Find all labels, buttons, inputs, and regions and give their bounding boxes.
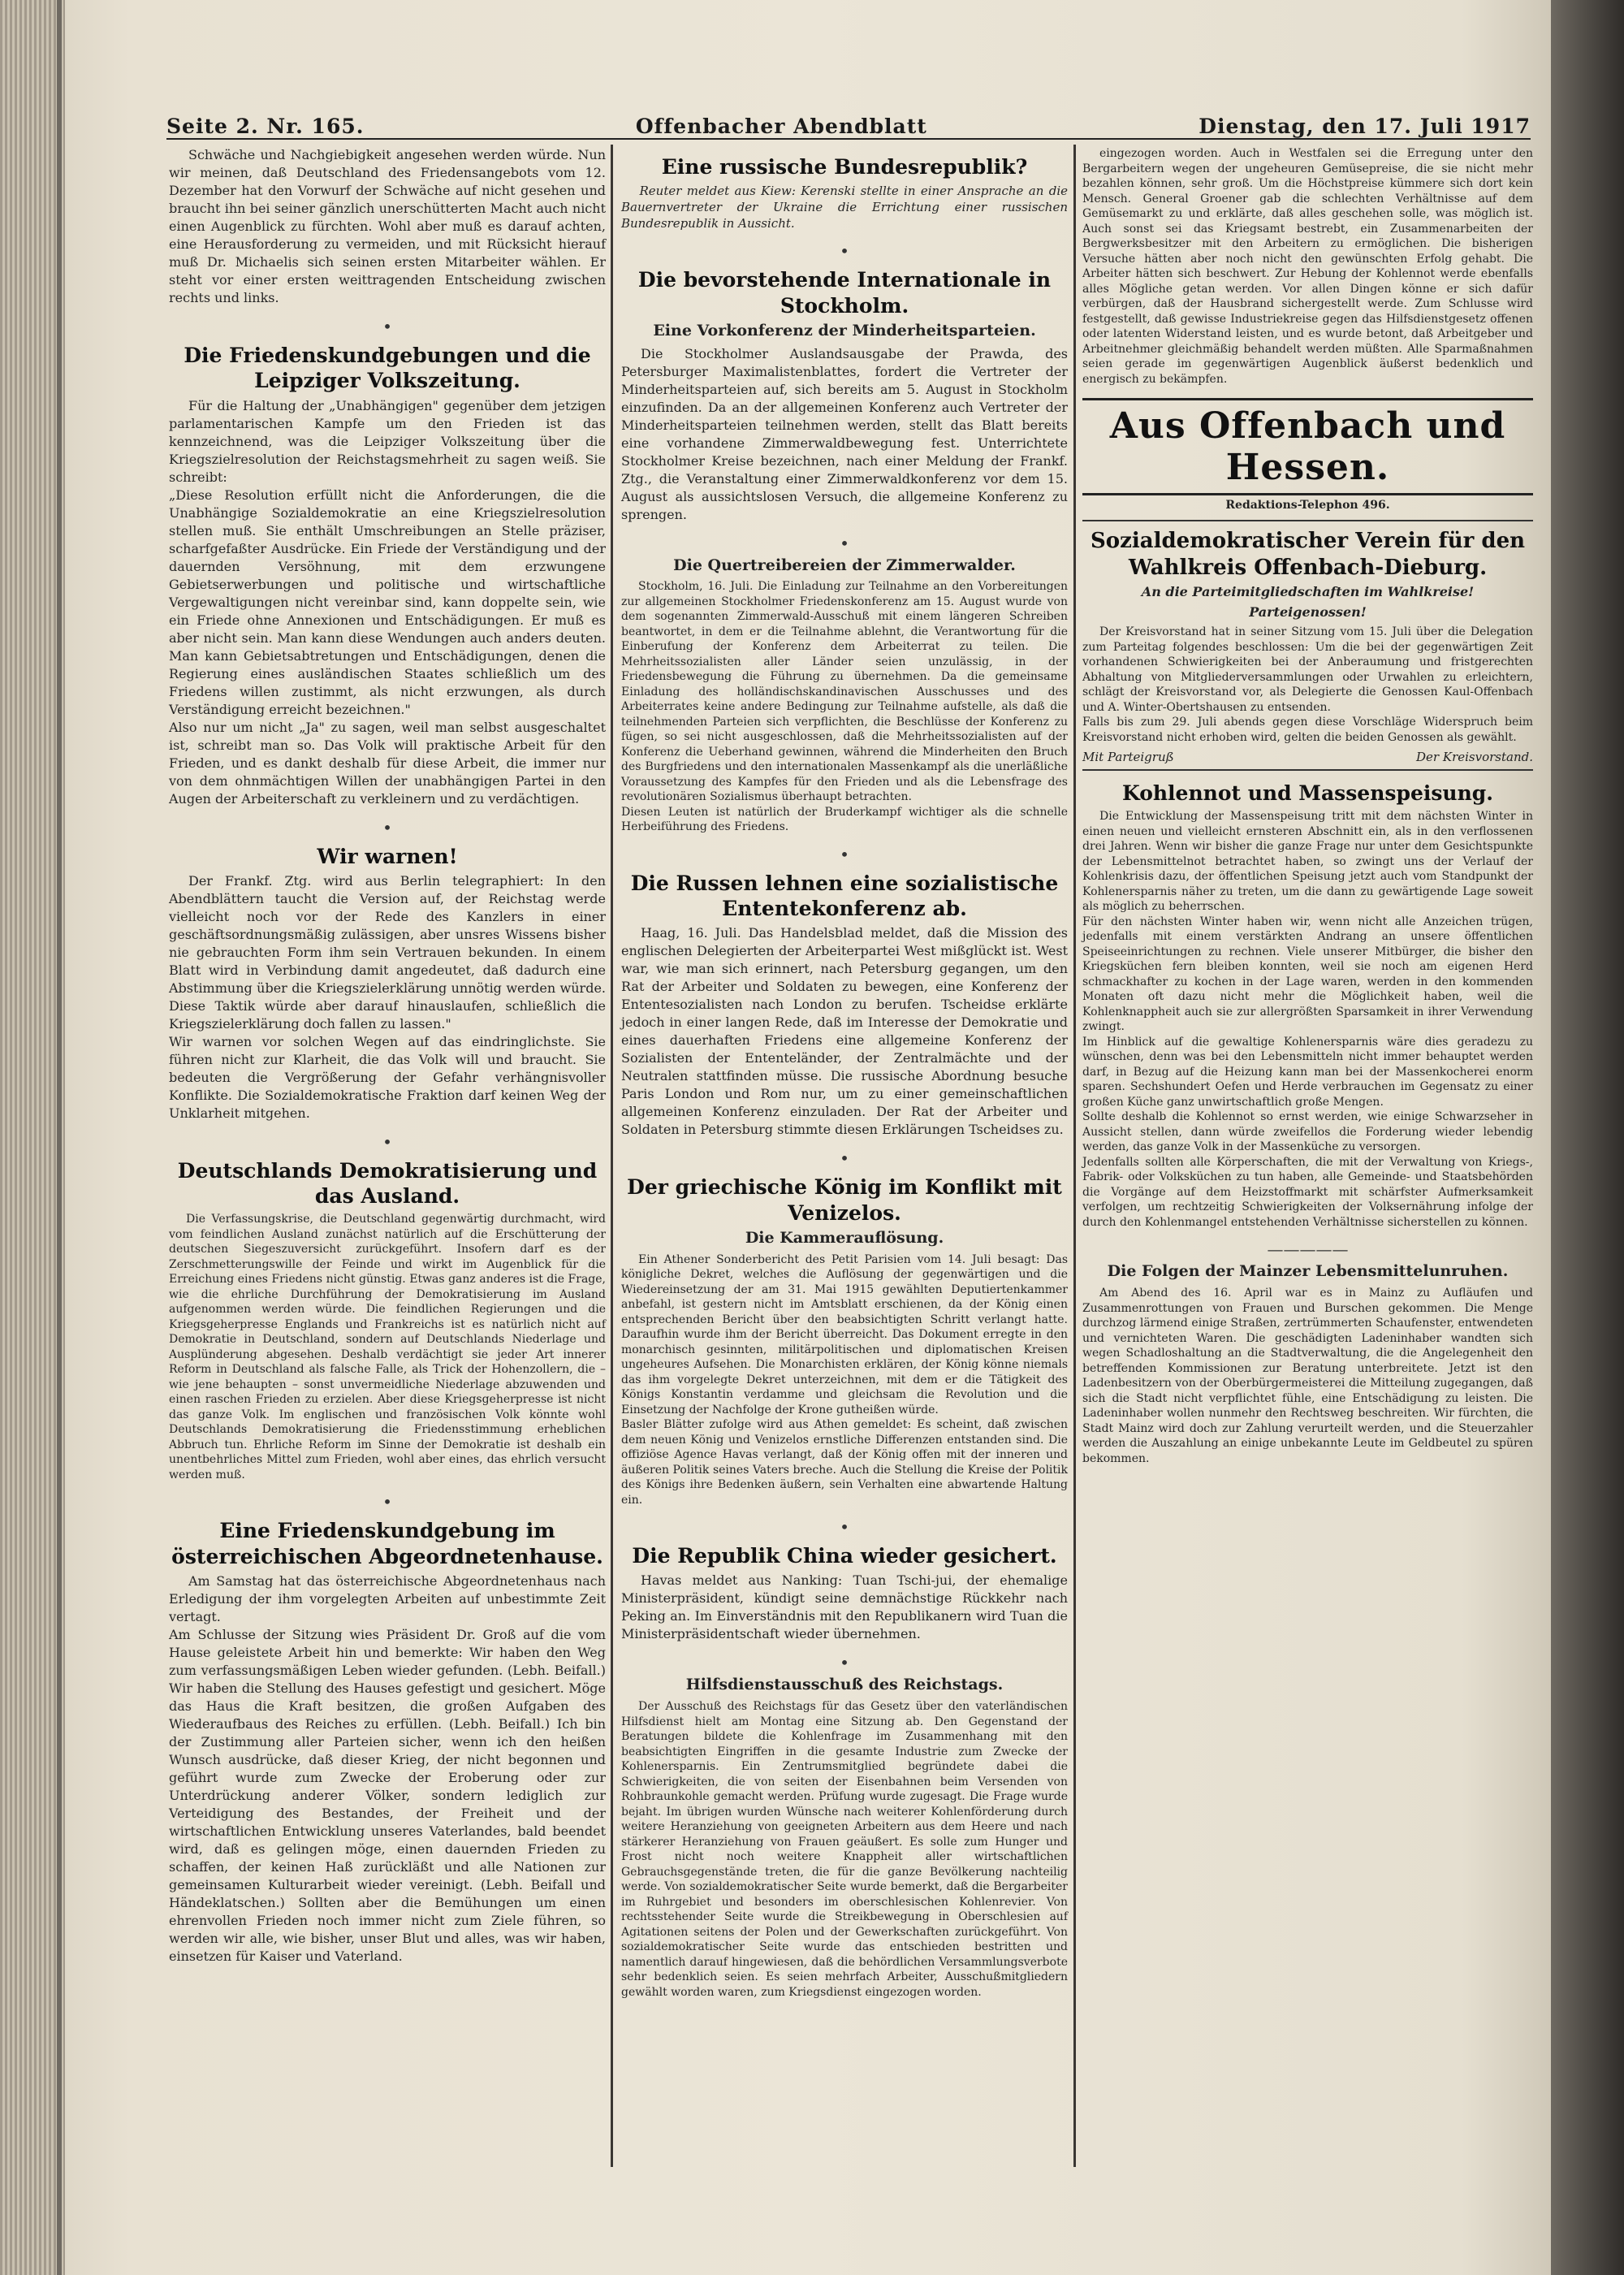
article-heading: Die Russen lehnen eine sozialistische Ententekonferenz ab. [630, 871, 1059, 921]
separator: • [840, 1148, 849, 1169]
article-coal-heading: Kohlennot und Massenspeisung. [1122, 781, 1493, 805]
article [1082, 146, 1533, 387]
article-heading: Eine Friedenskundgebung im österreichischen Abgeordnetenhause. [171, 1519, 603, 1568]
article [621, 1676, 1068, 2000]
article-body: eingezogen worden. Auch in Westfalen sei die Erregung unter den Bergarbeitern wegen der ungeheuren Gemüsepreise, die sie nicht mehr bezahlen können, sehr groß. Um die Höchstpreise kümmere sich dort kein Mensch. General Groener gab die schlechten Verhältnisse auf dem Gemüsemarkt zu und erklärte, daß alles geschehen solle, was möglich ist. Auch sonst sei das Kriegsamt bestrebt, ein Zusammenarbeiten der Bergwerksbesitzer mit den Arbeitern zu ermöglichen. Die bisherigen Versuche hätten aber noch nicht den gewünschten Erfolg gehabt. Die Arbeiter hätten sich beschwert. Zur Hebung der Kohlennot werde ebenfalls alles Mögliche getan werden. Vor allen Dingen könne er sich dafür verbürgen, daß der Hausbrand sichergestellt werde. Zum Schlusse wird festgestellt, daß gewisse Industriekreise gegen das Hilfsdienstgesetz offenen oder latenten Widerstand leisten, und es wurde betont, daß Arbeitgeber und Arbeitnehmer gleichmäßig behandelt werden müßten. Alle Sparmaßnahmen seien gerade im gegenwärtigen Augenblick äußerst bedenklich und energisch zu bekämpfen. [1082, 147, 1533, 386]
article [169, 146, 606, 307]
article-body: Für die Haltung der „Unabhängigen" gegenüber dem jetzigen parlamentarischen Kampfe um den Frieden ist das kennzeichnend, was die Leipziger Volkszeitung über die Kriegszielresolution der Reichstagsmehrheit zu sagen weiß. Sie schreibt: „Diese Resolution erfüllt nicht die Anforderungen, die die Unabhängige Sozialdemokratie an eine Kriegszielresolution stellen muß. Sie enthält Umschreibungen an Stelle präziser, scharfgefaßter Ausdrücke. Ein Friede der Verständigung und der dauernden Versöhnung, mit dem erzwungene Gebietserwerbungen und politische und wirtschaftliche Vergewaltigungen nicht vereinbar sind, kann doppelte sein, wie ein Friede ohne Annexionen und Entschädigungen. Er muß es aber nicht sein. Man kann diese Wendungen auch anders deuten. Man kann Gebietsabtretungen und Entschädigungen, denen die Regierung eines ausländischen Staates schließlich um des Friedens willen zustimmt, als nicht erzwungen, als durch Verständigung erreicht bezeichnen." Also nur um nicht „Ja" zu sagen, weil man selbst ausgeschaltet ist, schreibt man so. Das Volk will praktische Arbeit für den Frieden, und es dankt deshalb für diese Arbeit, die immer nur von dem ohnmächtigen Willen der unabhängigen Partei in den Augen der Arbeiterschaft zu verkleinern und zu verdächtigen. [169, 397, 606, 807]
page-edge-shadow [1551, 0, 1624, 2275]
party-notice-title: Sozialdemokratischer Verein für den Wahlkreis Offenbach-Dieburg. [1090, 529, 1526, 580]
party-greeting: Mit Parteigruß [1082, 750, 1174, 764]
article-subheading: Die Kammerauflösung. [745, 1228, 944, 1247]
column-left [169, 146, 606, 1977]
article [621, 154, 1068, 231]
book-binding [0, 0, 65, 2275]
party-signature: Der Kreisvorstand. [1416, 750, 1533, 764]
issue-date: Dienstag, den 17. Juli 1917 [1199, 115, 1531, 138]
article-body: Am Samstag hat das österreichische Abgeordnetenhaus nach Erledigung der ihm vorgelegten Arbeiten auf unbestimmte Zeit vertagt. Am Schlusse der Sitzung wies Präsident Dr. Groß auf die vom Hause geleistete Arbeit hin und bemerkte: Wir haben den Weg zum verfassungsmäßigen Leben wieder gefunden. (Lebh. Beifall.) Wir haben die Stellung des Hauses gefestigt und gesichert. Möge das Haus die Kraft besitzen, die großen Aufgaben des Wiederaufbaus des Reiches zu erfüllen. (Lebh. Beifall.) Ich bin der Zustimmung aller Parteien sicher, wenn ich den heißen Wunsch ausdrücke, daß dieser Krieg, der nicht begonnen und geführt wurde zum Zwecke der Eroberung oder zur Unterdrückung anderer Völker, sondern lediglich zur Verteidigung des Bestandes, der Freiheit und der wirtschaftlichen Entwicklung unseres Vaterlandes, bald beendet wird, daß es gelingen möge, einen dauernden Frieden zu schaffen, der keinen Haß zurückläßt und alle Nationen zur gemeinsamen Kulturarbeit wieder vereinigt. (Lebh. Beifall und Händeklatschen.) Sollten aber die Bemühungen um einen ehrenvollen Frieden noch immer nicht zum Ziele führen, so werden wir alle, wie bisher, unser Blut und alles, was wir haben, einsetzen für Kaiser und Vaterland. [169, 1572, 606, 1964]
column-middle [621, 146, 1068, 2011]
article [621, 556, 1068, 835]
article-mainz-body: Am Abend des 16. April war es in Mainz zu Aufläufen und Zusammenrottungen von Frauen und Burschen gekommen. Die Menge durchzog lärmend einige Straßen, zertrümmerten Schaufenster, entwendeten und vernichteten Waren. Die geschädigten Ladeninhaber wandten sich wegen Schadloshaltung an die Stadtverwaltung, die die Angelegenheit den betreffenden Kommissionen zur Beratung unterbreitete. Jetzt ist den Ladenbesitzern von der Oberbürgermeisterei die Mitteilung zugegangen, daß sich die Stadt nicht verpflichtet fühle, eine Entschädigung zu leisten. Die Ladeninhaber wollen nunmehr den Rechtsweg beschreiten. Wir fürchten, die Stadt Mainz wird doch zur Zahlung verurteilt werden, und die Steuerzahler werden die Auszahlung an einige unbekannte Leute im Geldbeutel zu spüren bekommen. [1082, 1287, 1533, 1465]
article-body: Der Ausschuß des Reichstags für das Gesetz über den vaterländischen Hilfsdienst hielt am Montag eine Sitzung ab. Den Gegenstand der Beratungen bildete die Kohlenfrage im Zusammenhang mit den beabsichtigten Eingriffen in die gesamte Industrie zum Zwecke der Kohlenersparnis. Ein Zentrumsmitglied begründete dabei die Schwierigkeiten, die von seiten der Eisenbahnen beim Versenden von Rohbraunkohle gemacht werden. Prüfung wurde zugesagt. Die Frage wurde bejaht. Im übrigen wurden Wünsche nach weiterer Kohlenförderung durch weitere Heranziehung von geeigneten Arbeitern aus dem Heere und nach stärkerer Heranziehung von Frauen geäußert. Es solle zum Hunger und Frost nicht noch weitere Knappheit aller wirtschaftlichen Gebrauchsgegenstände treten, die für die ganze Bevölkerung nachteilig werde. Von sozialdemokratischer Seite wurde bemerkt, daß die Bergarbeiter im Ruhrgebiet und besonders im oberschlesischen Kohlenrevier. Von rechtsstehender Seite wurde die Streikbewegung in Oberschlesien auf Agitationen seitens der Polen und der Gewerkschaften zurückgeführt. Von sozialdemokratischer Seite wurde das entschieden bestritten und namentlich darauf hingewiesen, daß die behördlichen Versammlungsverbote sehr bedenklich seien. Es seien mehrfach Arbeiter, Ausschußmitgliedern gewählt worden waren, zum Kriegsdienst eingezogen worden. [621, 1700, 1068, 1999]
article-mainz-heading: Die Folgen der Mainzer Lebensmittelunruhen. [1107, 1262, 1509, 1281]
article-subheading: Hilfsdienstausschuß des Reichstags. [685, 1676, 1004, 1694]
article [169, 1518, 606, 1966]
separator: • [840, 1517, 849, 1538]
separator: ————— [1267, 1239, 1349, 1260]
article-body: Ein Athener Sonderbericht des Petit Parisien vom 14. Juli besagt: Das königliche Dekret, welches die Auflösung der gegenwärtigen und die Wiedereinsetzung der am 31. Mai 1915 gewählten Deputiertenkammer anbefahl, ist gestern nicht im Amtsblatt erschienen, da der König einen entsprechenden Bericht über den beabsichtigten Schritt verlangt hatte. Daraufhin wurde ihm der Bericht überreicht. Das Dokument erregte in den monarchisch gesinnten, militärpolitischen und diplomatischen Kreisen ungeheures Aufsehen. Die Monarchisten erklären, der König könne niemals das ihm vorgelegte Dekret unterzeichnen, mit dem er die Tätigkeit des Königs Konstantin verdamme und gleichsam die Revolution und die Einsetzung der Nachfolge der Krone gutheißen würde. Basler Blätter zufolge wird aus Athen gemeldet: Es scheint, daß zwischen dem neuen König und Venizelos ernstliche Differenzen entstanden sind. Die offiziöse Agence Havas verlangt, daß der König offen mit der inneren und äußeren Politik seines Vaters breche. Auch die Stellung die Kreise der Politik des Königs ihre Bedenken äußern, sein Verhalten eine abwartende Haltung ein. [621, 1252, 1068, 1507]
party-notice-signature [1082, 750, 1533, 764]
article-heading: Eine russische Bundesrepublik? [661, 155, 1028, 179]
article-body: Stockholm, 16. Juli. Die Einladung zur Teilnahme an den Vorbereitungen zur allgemeinen Stockholmer Friedenskonferenz am 15. August wurde von dem sogenannten Zimmerwald-Ausschuß mit einem längeren Schreiben beantwortet, in dem er die Teilnahme ablehnt, die Verantwortung für die Einberufung der Konferenz dem Arbeiterrat zu teilen. Die Mehrheitssozialisten aller Länder seien unzulässig, in der Friedensbewegung die Führung zu übernehmen. Da die gemeinsame Einladung des holländischskandinavischen Ausschusses und des Arbeiterrates keine andere Bedingung zur Teilnahme aufstelle, als daß die teilnehmenden Parteien sich verpflichten, die Beschlüsse der Konferenz zu fügen, so sei nicht ausgeschlossen, daß die Mehrheitssozialisten auf der Konferenz die Ueberhand gewinnen, während die Minderheiten den Bruch des Burgfriedens und den internationalen Massenkampf als die unerläßliche Voraussetzung des Kampfes für den Frieden und als die Lebensfrage des revolutionären Sozialismus überhaupt betrachten. Diesen Leuten ist natürlich der Bruderkampf wichtiger als die schnelle Herbeiführung des Friedens. [621, 580, 1068, 834]
separator: • [382, 1131, 392, 1152]
article [169, 1158, 606, 1483]
article-heading: Der griechische König im Konflikt mit Venizelos. [627, 1175, 1062, 1225]
article-subheading: Eine Vorkonferenz der Minderheitsparteien. [653, 321, 1036, 340]
article-mainz [1082, 1262, 1533, 1466]
article [621, 871, 1068, 1140]
article-heading: Deutschlands Demokratisierung und das Ausland. [177, 1158, 598, 1208]
column-rule [1073, 145, 1076, 2167]
local-news-title: Aus Offenbach und Hessen. [1082, 398, 1533, 495]
column-right [1082, 146, 1533, 1477]
separator: • [382, 317, 392, 336]
column-rule [611, 145, 613, 2167]
article [169, 343, 606, 808]
separator: • [840, 844, 849, 864]
article-heading: Wir warnen! [317, 844, 458, 868]
newspaper-title: Offenbacher Abendblatt [635, 115, 927, 138]
article-heading: Die bevorstehende Internationale in Stockholm. [637, 268, 1052, 318]
article-body: Havas meldet aus Nanking: Tuan Tschi-jui, der ehemalige Ministerpräsident, kündigt seine demnächstige Rückkehr nach Peking an. Im Einverständnis mit den Republikanern wird Tuan die Ministerpräsidentschaft wieder übernehmen. [621, 1572, 1068, 1642]
article-subheading: Die Quertreibereien der Zimmerwalder. [673, 556, 1016, 574]
party-notice [1082, 520, 1533, 771]
editorial-phone: Redaktions-Telephon 496. [1225, 499, 1390, 512]
article-coal [1082, 781, 1533, 1230]
article-heading: Die Republik China wieder gesichert. [632, 1544, 1057, 1568]
separator: • [840, 533, 849, 553]
separator: • [840, 1653, 849, 1673]
party-notice-salutation: Parteigenossen! [1249, 604, 1367, 620]
binding-edge [57, 0, 62, 2275]
party-notice-body: Der Kreisvorstand hat in seiner Sitzung vom 15. Juli über die Delegation zum Parteitag folgendes beschlossen: Um die bei der gegenwärtigen Zeit vorhandenen Schwierigkeiten bei der Anberaumung und fristgerechten Abhaltung von Mitgliederversammlungen oder Urwahlen zu erleichtern, schlägt der Kreisvorstand vor, als Delegierte die Genossen Kaul-Offenbach und A. Winter-Obertshausen zu entsenden. Falls bis zum 29. Juli abends gegen diese Vorschläge Widerspruch beim Kreisvorstand nicht erhoben wird, gelten die beiden Genossen als gewählt. [1082, 625, 1533, 744]
article-body: Schwäche und Nachgiebigkeit angesehen werden würde. Nun wir meinen, daß Deutschland des Friedensangebots vom 12. Dezember hat den Vorwurf der Schwäche auf nicht gesehen und braucht ihn bei seiner gänzlich unerschütterten Macht auch nicht einen Augenblick zu fürchten. Wohl aber muß es darauf achten, eine Herausforderung zu vermeiden, und mit Rücksicht hierauf muß Dr. Michaelis sich seinen ersten Mitarbeiter wählen. Er steht vor einer ersten weittragenden Entscheidung zwischen rechts und links. [169, 147, 606, 305]
party-notice-subtitle: An die Parteimitgliedschaften im Wahlkreise! [1141, 584, 1475, 599]
separator: • [840, 241, 849, 262]
article-heading: Die Friedenskundgebungen und die Leipziger Volkszeitung. [184, 344, 591, 393]
article-coal-body: Die Entwicklung der Massenspeisung tritt mit dem nächsten Winter in einen neuen und vielleicht ernsteren Abschnitt ein, als in den verflossenen drei Jahren. Wenn wir bisher die ganze Frage nur unter dem Gesichtspunkte der Lebensmittelnot betrachtet haben, so zwingt uns der Verlauf der Kohlenkrisis dazu, der öffentlichen Speisung jetzt auch vom Standpunkt der Kohlenersparnis näher zu treten, um die dann zu gewärtigende Lage soweit als möglich zu beherrschen. Für den nächsten Winter haben wir, wenn nicht alle Anzeichen trügen, jedenfalls mit einem verstärkten Andrang an unsere öffentlichen Speiseeinrichtungen zu rechnen. Viele unserer Mitbürger, die bisher den Kriegsküchen fern bleiben konnten, weil sie noch am eigenen Herd schmackhafter zu kochen in der Lage waren, werden in den kommenden Monaten oft dazu nicht mehr die Möglichkeit haben, weil die Kohlenknappheit auch sie zur allergrößten Sparsamkeit in ihrer Verwendung zwingt. Im Hinblick auf die gewaltige Kohlenersparnis wäre dies geradezu zu wünschen, denn was bei den Lebensmitteln nicht immer behauptet werden darf, in Bezug auf die Heizung kann man bei der Massenkocherei enorm sparen. Sechshundert Oefen und Herde verbrauchen im Gegensatz zu einer großen Küche ganz unwirtschaftlich große Mengen. Sollte deshalb die Kohlennot so ernst werden, wie einige Schwarzseher in Aussicht stellen, dann würde zweifellos die Forderung wieder lebendig werden, das ganze Volk in der Massenküche zu versorgen. Jedenfalls sollten alle Körperschaften, die mit der Verwaltung von Kriegs-, Fabrik- oder Volksküchen zu tun haben, alle Gemeinde- und Staatsbehörden die Vorgänge auf dem Heizstoffmarkt mit schärfster Aufmerksamkeit verfolgen, um rechtzeitig Schwierigkeiten der Volksernährung infolge der durch den Kohlenmangel entstehenden Verhältnisse sicherstellen zu können. [1082, 810, 1533, 1229]
article-body: Die Stockholmer Auslandsausgabe der Prawda, des Petersburger Maximalistenblattes, fordert die Vertreter der Minderheitsparteien auf, sich bereits am 5. August in Stockholm einzufinden. Da an der allgemeinen Konferenz auch Vertreter der Minderheitsparteien teilnehmen werden, stellt das Blatt bereits eine vorhandene Zimmerwaldbewegung fest. Unterrichtete Stockholmer Kreise bezeichnen, nach einer Meldung der Frankf. Ztg., die Veranstaltung einer Zimmerwaldkonferenz vor dem 15. August als aussichtslosen Versuch, die allgemeine Konferenz zu sprengen. [621, 345, 1068, 522]
page-number: Seite 2. Nr. 165. [166, 115, 365, 138]
separator: • [382, 1492, 392, 1512]
article [621, 1174, 1068, 1507]
article-body: Die Verfassungskrise, die Deutschland gegenwärtig durchmacht, wird vom feindlichen Ausland zunächst natürlich auf die Erschütterung der deutschen Siegeszuversicht zurückgeführt. Insofern darf es der Zerschmetterungswille der Feinde und wirkt im Augenblick für die Erreichung eines Friedens nicht günstig. Etwas ganz anderes ist die Frage, wie die ehrliche Durchführung der Demokratisierung im Ausland aufgenommen werden würde. Die feindlichen Regierungen und die Kriegsgeherpresse Englands und Frankreichs ist es natürlich nicht auf Demokratie in Deutschland, sondern auf Deutschlands Niederlage und Ausplünderung abgesehen. Deshalb verdächtigt sie jeder Art innerer Reform in Deutschland als falsche Falle, als Trick der Hohenzollern, die – wie jene behaupten – sonst unvermeidliche Niederlage abzuwenden und einen raschen Frieden zu erzielen. Aber diese Kriegsgeherpresse ist nicht das ganze Volk. Im englischen und französischen Volk könnte wohl Deutschlands Demokratisierung die Friedensstimmung erheblichen Abbruch tun. Ehrliche Reform im Sinne der Demokratie ist deshalb ein unentbehrliches Mittel zum Frieden, wohl aber eines, das ehrlich versucht werden muß. [169, 1213, 606, 1481]
separator: • [382, 817, 392, 837]
masthead [166, 104, 1531, 140]
article-body: Haag, 16. Juli. Das Handelsblad meldet, daß die Mission des englischen Delegierten der Arbeiterpartei West mißglückt ist. West war, wie man sich erinnert, nach Petersburg gegangen, um den Rat der Arbeiter und Soldaten zu bewegen, eine Konferenz der Ententesozialisten nach London zu berufen. Tscheidse erklärte jedoch in einer langen Rede, daß im Interesse der Demokratie und eines dauerhaften Friedens eine allgemeine Konferenz der Sozialisten der Ententeländer, der Zentralmächte und der Neutralen stattfinden müsse. Die russische Abordnung besuche Paris London und Rom nur, um zu einer gemeinschaftlichen allgemeinen Konferenz einzuladen. Der Rat der Arbeiter und Soldaten in Petersburg stimmte diesen Erklärungen Tscheidses zu. [621, 925, 1068, 1138]
article [621, 1543, 1068, 1643]
article-body: Der Frankf. Ztg. wird aus Berlin telegraphiert: In den Abendblättern taucht die Version auf, der Reichstag werde vielleicht noch vor der Rede des Kanzlers in einer geschäftsordnungsmäßig zulässigen, aber unsres Wissens bisher nie gebrauchten Form ihm sein Vertrauen bekunden. In einem Blatt wird in Verbindung damit angedeutet, daß dadurch eine Abstimmung über die Kriegszielerklärung unnötig werden würde. Diese Taktik würde aber darauf hinauslaufen, schließlich die Kriegszielerklärung doch fallen zu lassen." Wir warnen vor solchen Wegen auf das eindringlichste. Sie führen nicht zur Klarheit, die das Volk will und braucht. Sie bedeuten die Vergrößerung der Gefahr verhängnisvoller Konflikte. Die Sozialdemokratische Fraktion darf keinen Weg der Unklarheit mitgehen. [169, 872, 606, 1121]
article [169, 844, 606, 1122]
article [621, 267, 1068, 523]
article-lead: Reuter meldet aus Kiew: Kerenski stellte in einer Ansprache an die Bauernvertreter der Ukraine die Errichtung einer russischen Bundesrepublik in Aussicht. [621, 184, 1068, 231]
